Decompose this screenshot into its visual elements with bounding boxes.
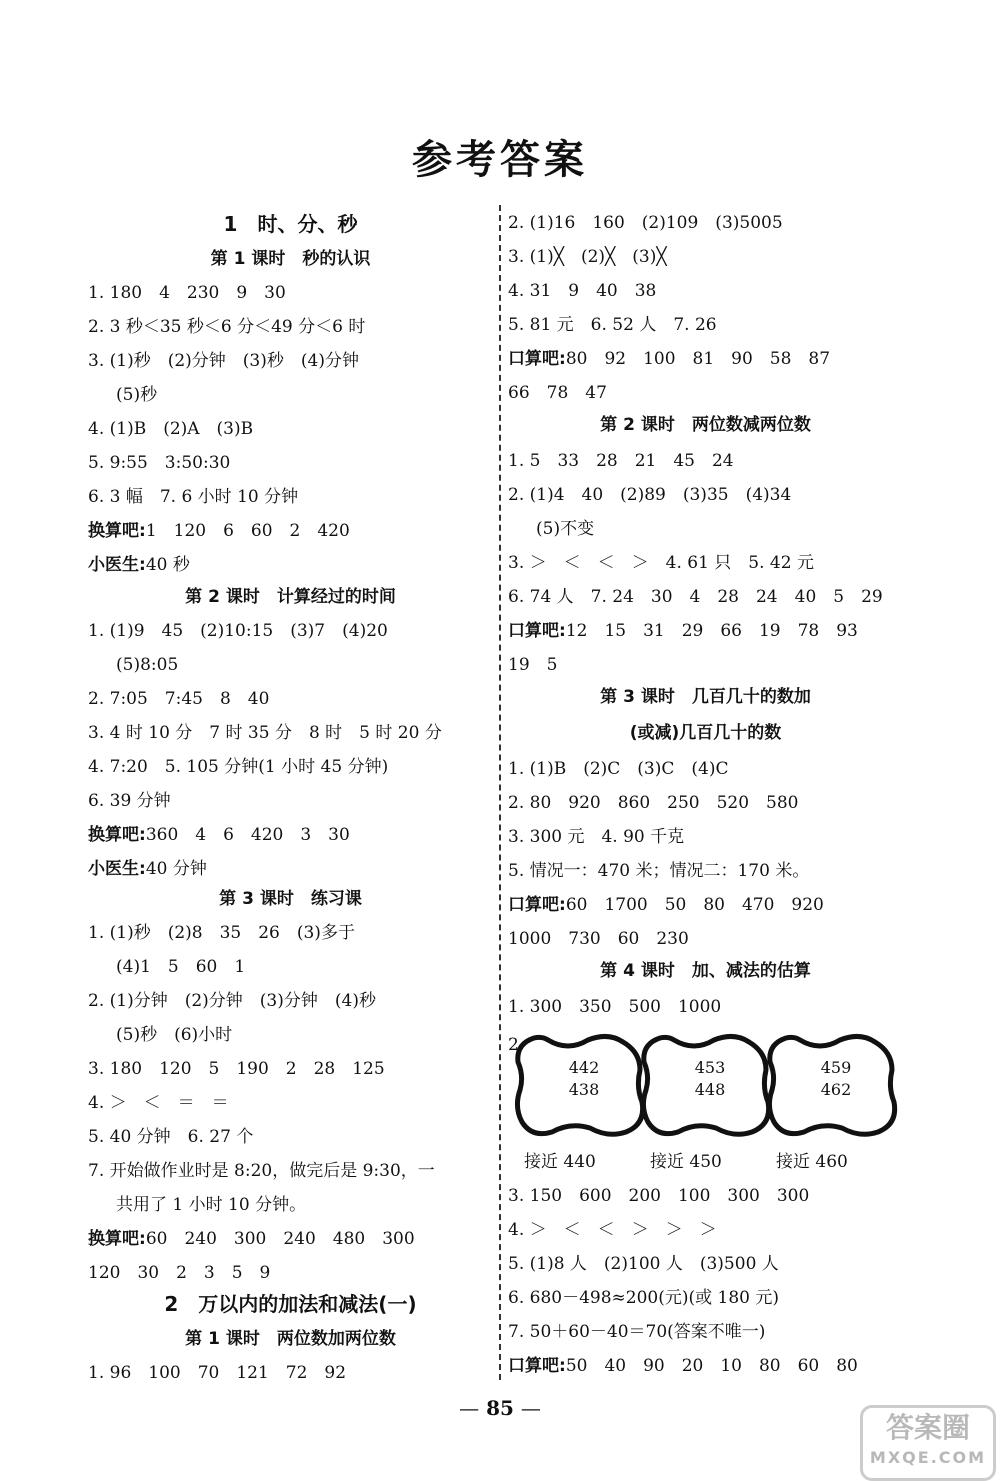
- answer-line: 2. (1)4 40 (2)89 (3)35 (4)34: [508, 485, 792, 505]
- exercise-answers: 50 40 90 20 10 80 60 80: [565, 1356, 858, 1376]
- exercise-label: 口算吧:: [508, 895, 566, 915]
- answer-line: [508, 892, 824, 918]
- answer-line: 2. (1)16 160 (2)109 (3)5005: [508, 213, 783, 233]
- exercise-answers: 1 120 6 60 2 420: [145, 521, 350, 541]
- figure-number: 453: [694, 1058, 726, 1077]
- exercise-label: 口算吧:: [508, 621, 566, 641]
- answer-line: 5. (1)8 人 (2)100 人 (3)500 人: [508, 1254, 779, 1274]
- watermark-text: 答案圈: [885, 1411, 970, 1444]
- section-heading: 1 时、分、秒: [223, 212, 358, 236]
- answer-line: 4. ＞ ＜ ＜ ＞ ＞ ＞: [508, 1220, 717, 1240]
- watermark-url: MXQE.COM: [869, 1448, 987, 1467]
- answer-line: (5)秒 (6)小时: [116, 1025, 233, 1045]
- watermark-logo: [860, 1405, 996, 1481]
- answer-line: 6. 74 人 7. 24 30 4 28 24 40 5 29: [508, 587, 883, 607]
- exercise-answers: 60 240 300 240 480 300: [145, 1229, 415, 1249]
- answer-line: 5. 情况一：470 米；情况二：170 米。: [508, 861, 810, 881]
- answer-line: (5)不变: [536, 519, 595, 539]
- answer-line: 5. 40 分钟 6. 27 个: [88, 1127, 254, 1147]
- page-number-dash: —: [520, 1396, 541, 1420]
- lesson-heading: 第 3 课时 练习课: [219, 889, 362, 909]
- lesson-heading: 第 2 课时 两位数减两位数: [600, 415, 811, 435]
- answer-line: 7. 50＋60－40＝70(答案不唯一): [508, 1322, 766, 1342]
- answer-line: [508, 1353, 858, 1379]
- answer-line: 2. (1)分钟 (2)分钟 (3)分钟 (4)秒: [88, 991, 376, 1011]
- figure-number: 442: [568, 1058, 600, 1077]
- exercise-answers: 40 秒: [145, 555, 190, 575]
- answer-line: 2.: [508, 1035, 525, 1055]
- exercise-answers: 360 4 6 420 3 30: [145, 825, 350, 845]
- exercise-label: 换算吧:: [88, 825, 146, 845]
- answer-line: 4. 7:20 5. 105 分钟(1 小时 45 分钟): [88, 757, 389, 777]
- answer-line: 2. 7:05 7:45 8 40: [88, 689, 270, 709]
- exercise-answers: 60 1700 50 80 470 920: [565, 895, 824, 915]
- answer-line: [508, 346, 830, 372]
- answer-line: 1. 180 4 230 9 30: [88, 283, 286, 303]
- lesson-heading: 第 3 课时 几百几十的数加: [600, 687, 811, 707]
- answer-line: 4. 31 9 40 38: [508, 281, 657, 301]
- exercise-label: 口算吧:: [508, 1356, 566, 1376]
- answer-line: (5)秒: [116, 385, 158, 405]
- answer-line: 3. (1)╳ (2)╳ (3)╳: [508, 247, 667, 267]
- figure-caption: 接近 440: [524, 1152, 596, 1172]
- answer-line: 3. ＞ ＜ ＜ ＞ 4. 61 只 5. 42 元: [508, 553, 814, 573]
- figure-number: 462: [820, 1080, 852, 1099]
- page-number: [440, 1396, 560, 1420]
- answer-line: 共用了 1 小时 10 分钟。: [116, 1195, 307, 1215]
- answer-line: 66 78 47: [508, 383, 607, 403]
- answer-line: 1. 5 33 28 21 45 24: [508, 451, 734, 471]
- answer-line: 4. (1)B (2)A (3)B: [88, 419, 254, 439]
- lesson-heading: 第 1 课时 两位数加两位数: [185, 1329, 396, 1349]
- exercise-answers: 80 92 100 81 90 58 87: [565, 349, 831, 369]
- answer-line: 19 5: [508, 655, 558, 675]
- answer-line: [88, 518, 350, 544]
- answer-line: 3. 300 元 4. 90 千克: [508, 827, 685, 847]
- answer-line: 1. (1)B (2)C (3)C (4)C: [508, 759, 729, 779]
- page-number-value: 85: [486, 1396, 514, 1420]
- answer-line: 6. 680－498≈200(元)(或 180 元): [508, 1288, 779, 1308]
- exercise-label: 换算吧:: [88, 1229, 146, 1249]
- answer-line: 3. (1)秒 (2)分钟 (3)秒 (4)分钟: [88, 351, 359, 371]
- lesson-heading: (或减)几百几十的数: [629, 723, 782, 743]
- lesson-heading: 第 2 课时 计算经过的时间: [185, 587, 396, 607]
- answer-line: 6. 39 分钟: [88, 791, 171, 811]
- answer-line: 7. 开始做作业时是 8:20，做完后是 9:30，一: [88, 1161, 435, 1181]
- answer-line: 120 30 2 3 5 9: [88, 1263, 271, 1283]
- answer-line: 3. 4 时 10 分 7 时 35 分 8 时 5 时 20 分: [88, 723, 442, 743]
- answer-line: 2. 3 秒＜35 秒＜6 分＜49 分＜6 时: [88, 317, 366, 337]
- lesson-heading: 第 1 课时 秒的认识: [210, 249, 371, 269]
- figure-caption: 接近 450: [650, 1152, 722, 1172]
- answer-line: (4)1 5 60 1: [116, 957, 246, 977]
- exercise-answers: 12 15 31 29 66 19 78 93: [565, 621, 858, 641]
- exercise-label: 小医生:: [88, 555, 146, 575]
- page-number-dash: —: [459, 1396, 480, 1420]
- exercise-label: 口算吧:: [508, 349, 566, 369]
- figure-number: 438: [568, 1080, 600, 1099]
- figure-number: 448: [694, 1080, 726, 1099]
- answer-line: 3. 150 600 200 100 300 300: [508, 1186, 810, 1206]
- answer-line: 5. 81 元 6. 52 人 7. 26: [508, 315, 717, 335]
- answer-line: 4. ＞ ＜ ＝ ＝: [88, 1093, 229, 1113]
- answer-line: [88, 856, 207, 882]
- column-divider: [499, 205, 501, 1380]
- answer-line: 5. 9:55 3:50:30: [88, 453, 231, 473]
- figure-caption: 接近 460: [776, 1152, 848, 1172]
- exercise-label: 小医生:: [88, 859, 146, 879]
- exercise-label: 换算吧:: [88, 521, 146, 541]
- answer-line: 1000 730 60 230: [508, 929, 689, 949]
- answer-line: [88, 552, 190, 578]
- answer-line: 1. (1)9 45 (2)10:15 (3)7 (4)20: [88, 621, 388, 641]
- answer-line: 2. 80 920 860 250 520 580: [508, 793, 799, 813]
- answer-line: 6. 3 幅 7. 6 小时 10 分钟: [88, 487, 299, 507]
- estimation-figure: [508, 1032, 903, 1177]
- lesson-heading: 第 4 课时 加、减法的估算: [600, 961, 811, 981]
- section-heading: 2 万以内的加法和减法(一): [164, 1292, 417, 1316]
- answer-line: [508, 618, 858, 644]
- answer-line: [88, 1226, 415, 1252]
- page-title: 参考答案: [412, 137, 588, 183]
- answer-line: 1. 300 350 500 1000: [508, 997, 722, 1017]
- answer-line: 3. 180 120 5 190 2 28 125: [88, 1059, 385, 1079]
- answer-line: 1. (1)秒 (2)8 35 26 (3)多于: [88, 923, 355, 943]
- exercise-answers: 40 分钟: [145, 859, 207, 879]
- figure-number: 459: [820, 1058, 852, 1077]
- answer-line: [88, 822, 350, 848]
- answer-line: (5)8:05: [116, 655, 179, 675]
- answer-line: 1. 96 100 70 121 72 92: [88, 1363, 347, 1383]
